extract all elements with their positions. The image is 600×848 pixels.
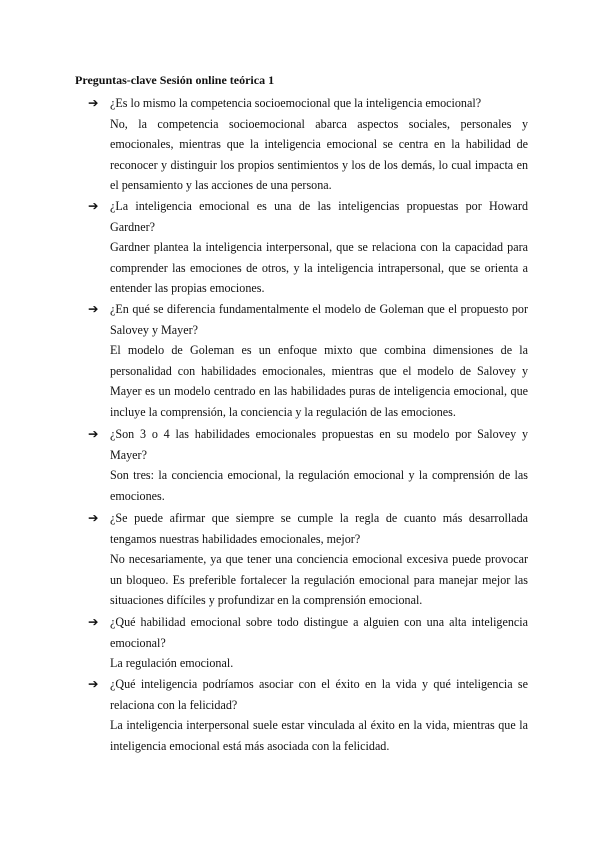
right-arrow-icon: ➔ <box>88 615 99 629</box>
right-arrow-icon: ➔ <box>88 199 99 213</box>
answer-text: No necesariamente, ya que tener una conciencia emocional excesiva puede provocar un bloqueo. Es preferible fortalecer la regulación emocional para manejar mejor las situaciones difíciles y profundizar en la comprensión emocional. <box>110 552 528 608</box>
question-text: ¿La inteligencia emocional es una de las inteligencias propuestas por Howard Gardner? <box>110 199 528 234</box>
qa-item <box>88 674 528 756</box>
right-arrow-icon: ➔ <box>88 96 99 110</box>
qa-item <box>88 299 528 423</box>
qa-item <box>88 508 528 611</box>
document-title: Preguntas-clave Sesión online teórica 1 <box>75 73 275 87</box>
right-arrow-icon: ➔ <box>88 677 99 691</box>
question-text: ¿Es lo mismo la competencia socioemocional que la inteligencia emocional? <box>110 96 482 110</box>
question-text: ¿En qué se diferencia fundamentalmente el modelo de Goleman que el propuesto por Salovey y Mayer? <box>110 302 528 337</box>
right-arrow-icon: ➔ <box>88 302 99 316</box>
question-text: ¿Qué habilidad emocional sobre todo distingue a alguien con una alta inteligencia emocional? <box>110 615 528 650</box>
right-arrow-icon: ➔ <box>88 511 99 525</box>
question-text: ¿Qué inteligencia podríamos asociar con el éxito en la vida y qué inteligencia se relaciona con la felicidad? <box>110 677 528 712</box>
question-text: ¿Se puede afirmar que siempre se cumple la regla de cuanto más desarrollada tengamos nuestras habilidades emocionales, mejor? <box>110 511 528 546</box>
qa-item <box>88 196 528 299</box>
answer-text: Son tres: la conciencia emocional, la regulación emocional y la comprensión de las emociones. <box>110 468 528 503</box>
qa-item <box>88 612 528 674</box>
right-arrow-icon: ➔ <box>88 427 99 441</box>
question-text: ¿Son 3 o 4 las habilidades emocionales propuestas en su modelo por Salovey y Mayer? <box>110 427 528 462</box>
qa-item <box>88 93 528 196</box>
answer-text: No, la competencia socioemocional abarca aspectos sociales, personales y emocionales, mientras que la inteligencia emocional se centra en la habilidad de reconocer y distinguir los propios sentimientos y los de los demás, lo cual impacta en el pensamiento y las acciones de una persona. <box>110 116 528 193</box>
answer-text: Gardner plantea la inteligencia interpersonal, que se relaciona con la capacidad para comprender las emociones de otros, y la inteligencia intrapersonal, que se orienta a entender las propias emociones. <box>110 240 528 296</box>
answer-text: El modelo de Goleman es un enfoque mixto que combina dimensiones de la personalidad con habilidades emocionales, mientras que el modelo de Salovey y Mayer es un modelo centrado en las habilidades puras de inteligencia emocional, que incluye la comprensión, la conciencia y la regulación de las emociones. <box>110 343 528 419</box>
answer-text: La inteligencia interpersonal suele estar vinculada al éxito en la vida, mientras que la inteligencia emocional está más asociada con la felicidad. <box>110 718 528 753</box>
qa-item <box>88 424 528 506</box>
answer-text: La regulación emocional. <box>110 656 234 671</box>
